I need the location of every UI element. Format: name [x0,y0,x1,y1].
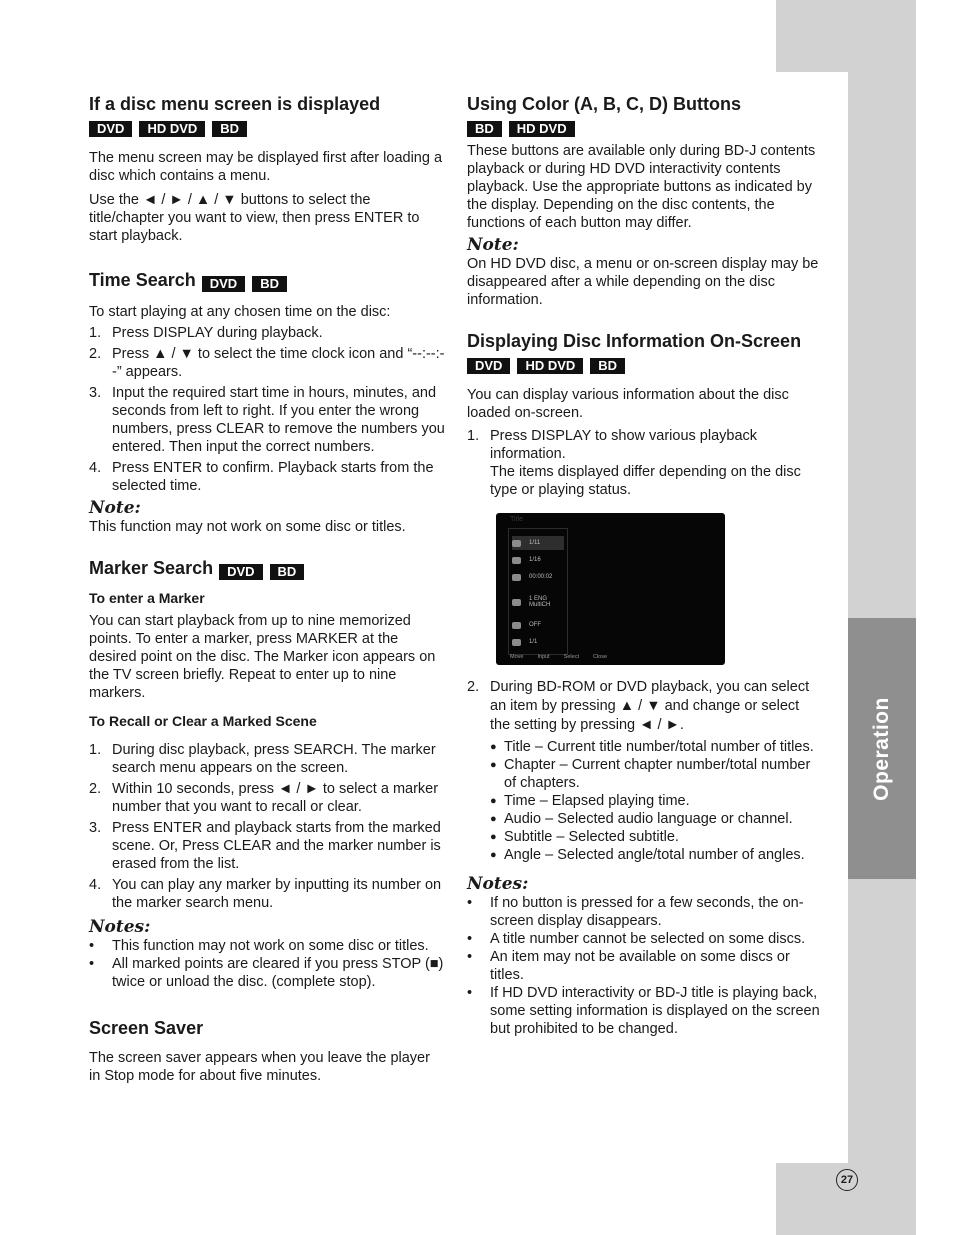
list-item: • An item may not be available on some discs or titles. [467,949,790,983]
badge-bd: BD [270,564,305,580]
osd-select-hint: Select [563,654,579,660]
screen-saver-heading: Screen Saver [89,1018,204,1038]
marker-search-p1: You can start playback from up to nine memorized points. To enter a marker, press MARKER at the desired point on the disc. The Marker icon appears on the TV screen briefly. Repeat to enter up to nine markers. [89,613,436,701]
time-search-heading: Time Search [89,270,196,290]
list-item: 1. Press DISPLAY during playback. [89,325,323,341]
disc-menu-p2: Use the ◄ / ► / ▲ / ▼ buttons to select the title/chapter you want to view, then press ENTER to start playback. [89,192,420,244]
disc-info-step2 [467,678,823,735]
chapter-icon [512,557,521,564]
list-item: • A title number cannot be selected on some discs. [467,931,806,947]
disc-info-badges [467,358,823,374]
badge-hd-dvd: HD DVD [517,358,583,374]
clock-icon [512,574,521,581]
badge-bd: BD [590,358,625,374]
disc-menu-section [89,92,445,245]
note-label: Note: [467,235,519,255]
marker-search-badges [219,564,304,580]
list-item: 4. Press ENTER to confirm. Playback starts from the selected time. [89,460,434,494]
osd-row-subtitle: OFF [512,618,564,632]
note-label: Note: [89,498,141,518]
side-tab-top [776,0,916,72]
color-buttons-heading: Using Color (A, B, C, D) Buttons [467,94,741,114]
list-item: 2. Within 10 seconds, press ◄ / ► to select a marker number that you want to recall or clear. [89,781,439,815]
badge-dvd: DVD [219,564,262,580]
time-search-steps [89,324,445,495]
enter-marker-subheading: To enter a Marker [89,590,205,606]
time-search-section [89,268,445,536]
osd-title: Title [510,516,523,523]
list-item: 3. Press ENTER and playback starts from the marked scene. Or, Press CLEAR and the marker number is erased from the list. [89,820,441,872]
notes-label: Notes: [89,917,151,937]
time-search-note: This function may not work on some disc or titles. [89,519,406,535]
list-item: ● Subtitle – Selected subtitle. [490,829,679,845]
time-search-intro: To start playing at any chosen time on the disc: [89,304,391,320]
list-item: ● Chapter – Current chapter number/total number of chapters. [490,757,811,791]
osd-close-hint: Close [592,654,608,660]
color-buttons-note: On HD DVD disc, a menu or on-screen display may be disappeared after a while depending on the disc information. [467,256,819,308]
list-item: 1. During disc playback, press SEARCH. The marker search menu appears on the screen. [89,742,436,776]
list-item: ● Time – Elapsed playing time. [490,793,690,809]
disc-menu-badges [89,121,445,137]
list-item: 1. Press DISPLAY to show various playback information. The items displayed differ depending on the disc type or playing status. [467,428,801,498]
osd-move-hint: Move [510,654,524,660]
disc-info-notes [467,894,823,1038]
camera-icon [512,639,521,646]
recall-marker-subheading: To Recall or Clear a Marked Scene [89,713,317,729]
osd-row-title: 1/11 [512,536,564,550]
badge-hd-dvd: HD DVD [139,121,205,137]
osd-row-chapter: 1/16 [512,553,564,567]
screen-saver-section [89,1016,445,1085]
subtitle-icon [512,622,521,629]
badge-bd: BD [467,121,502,137]
list-item: 2. During BD-ROM or DVD playback, you can select an item by pressing ▲ / ▼ and change or select the setting by pressing ◄ / ►. [467,679,810,733]
list-item: • This function may not work on some disc or titles. [89,938,429,954]
marker-search-heading: Marker Search [89,558,214,578]
badge-dvd: DVD [202,276,245,292]
disc-info-section [467,329,823,1038]
list-item: 2. Press ▲ / ▼ to select the time clock icon and “--:--:--” appears. [89,346,445,380]
osd-row-angle: 1/1 [512,635,564,649]
badge-bd: BD [212,121,247,137]
disc-info-step1 [467,427,823,499]
notes-label: Notes: [467,874,529,894]
page-number: 27 [836,1169,858,1191]
color-buttons-p1: These buttons are available only during BD-J contents playback or during HD DVD interactivity contents playback. Use the appropriate buttons as indicated by the display. Depending on the disc contents, the functions of each button may differ. [467,143,816,231]
list-item: 3. Input the required start time in hours, minutes, and seconds from left to right. If you enter the wrong numbers, press CLEAR to remove the numbers you entered. Then input the correct numbers. [89,385,445,455]
marker-search-section [89,556,445,991]
color-buttons-badges [467,121,823,137]
osd-row-audio: 1 ENG MultiCH [512,591,564,613]
list-item: ● Title – Current title number/total number of titles. [490,739,814,755]
list-item: • If HD DVD interactivity or BD-J title is playing back, some setting information is displayed on the screen but prohibited to be changed. [467,985,820,1037]
section-tab-operation [848,618,916,879]
osd-row-time: 00:00:02 [512,570,564,584]
disc-info-items [467,738,823,864]
badge-dvd: DVD [467,358,510,374]
disc-menu-heading: If a disc menu screen is displayed [89,94,381,114]
list-item: • If no button is pressed for a few seconds, the on-screen display disappears. [467,895,804,929]
badge-bd: BD [252,276,287,292]
list-item: • All marked points are cleared if you press STOP (■) twice or unload the disc. (complete stop). [89,956,444,990]
list-item: 4. You can play any marker by inputting its number on the marker search menu. [89,877,442,911]
list-item: ● Audio – Selected audio language or channel. [490,811,793,827]
marker-search-steps [89,741,445,912]
osd-panel [508,528,568,655]
osd-screenshot [496,513,725,665]
disc-menu-p1: The menu screen may be displayed first after loading a disc which contains a menu. [89,150,443,184]
marker-search-notes [89,937,445,991]
list-item: ● Angle – Selected angle/total number of angles. [490,847,805,863]
color-buttons-section [467,92,823,309]
time-search-badges [202,276,287,292]
osd-input-hint: Input [537,654,550,660]
left-column [89,92,445,1085]
osd-footer [510,654,607,660]
badge-hd-dvd: HD DVD [509,121,575,137]
screen-saver-p1: The screen saver appears when you leave the player in Stop mode for about five minutes. [89,1050,430,1084]
disc-info-heading: Displaying Disc Information On-Screen [467,331,802,351]
badge-dvd: DVD [89,121,132,137]
disc-info-intro: You can display various information about the disc loaded on-screen. [467,387,789,421]
audio-icon [512,599,521,606]
section-tab-label: Operation [870,696,893,801]
disc-icon [512,540,521,547]
